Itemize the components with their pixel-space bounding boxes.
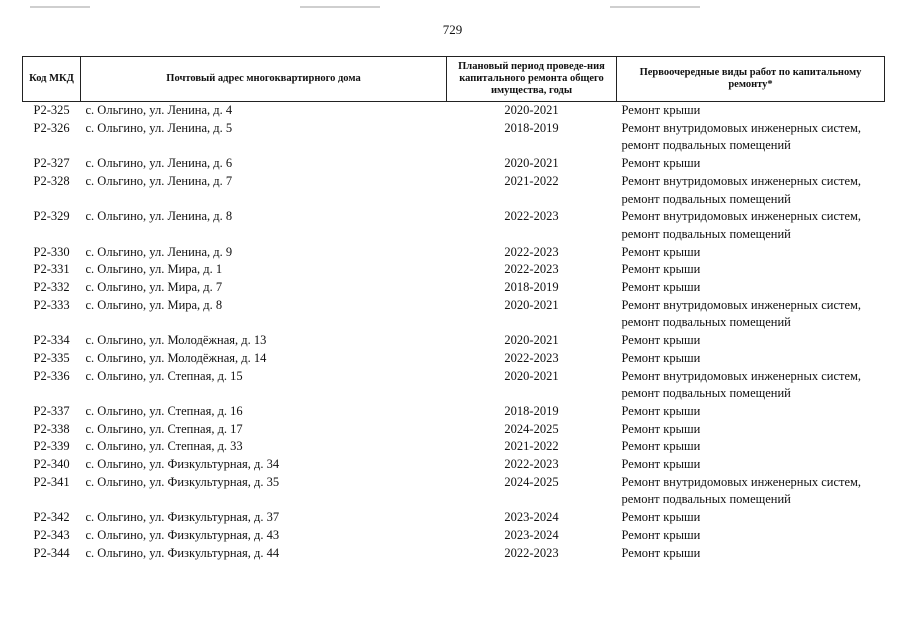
row-works [617, 474, 885, 509]
row-code: Р2-342 [33, 510, 70, 525]
row-period: 2020-2021 [504, 333, 559, 348]
row-works [617, 208, 885, 243]
row-period: 2020-2021 [504, 103, 559, 117]
table-row [23, 297, 885, 332]
work-line: Ремонт крыши [621, 244, 701, 259]
row-address: с. Ольгино, ул. Ленина, д. 4 [85, 103, 233, 117]
row-address: с. Ольгино, ул. Ленина, д. 6 [85, 156, 233, 171]
row-period: 2018-2019 [504, 120, 559, 135]
table-row [23, 102, 885, 120]
work-line: Ремонт крыши [621, 156, 701, 171]
row-period: 2020-2021 [504, 368, 559, 383]
table-row [23, 474, 885, 509]
work-line: Ремонт крыши [621, 439, 701, 454]
row-period: 2020-2021 [504, 156, 559, 171]
work-line: Ремонт крыши [621, 510, 701, 525]
work-line: Ремонт внутридомовых инженерных систем, [621, 297, 862, 312]
housing-repair-table [22, 56, 885, 562]
table-row [23, 332, 885, 350]
table-row [23, 261, 885, 279]
header-works: Первоочередные виды работ по капитальному ремонту* [617, 57, 885, 102]
table-row [23, 244, 885, 262]
row-period: 2023-2024 [504, 510, 559, 525]
table-row [23, 368, 885, 403]
table-row [23, 350, 885, 368]
work-line: ремонт подвальных помещений [621, 138, 791, 153]
row-works [617, 120, 885, 155]
row-address: с. Ольгино, ул. Молодёжная, д. 13 [85, 333, 267, 348]
row-address: с. Ольгино, ул. Степная, д. 17 [85, 421, 243, 436]
table-row [23, 527, 885, 545]
row-period: 2023-2024 [504, 527, 559, 542]
row-period: 2018-2019 [504, 403, 559, 418]
table-row [23, 279, 885, 297]
row-code: Р2-341 [33, 474, 70, 489]
row-works [617, 155, 885, 173]
table-body [23, 102, 885, 563]
row-address: с. Ольгино, ул. Мира, д. 1 [85, 262, 223, 277]
row-address: с. Ольгино, ул. Физкультурная, д. 37 [85, 510, 280, 525]
work-line: Ремонт крыши [621, 103, 701, 117]
row-code: Р2-335 [33, 350, 70, 365]
row-address: с. Ольгино, ул. Степная, д. 33 [85, 439, 243, 454]
row-works [617, 456, 885, 474]
table-row [23, 545, 885, 563]
row-code: Р2-340 [33, 457, 70, 472]
work-line: ремонт подвальных помещений [621, 191, 791, 206]
work-line: ремонт подвальных помещений [621, 386, 791, 401]
work-line: Ремонт крыши [621, 280, 701, 295]
work-line: ремонт подвальных помещений [621, 492, 791, 507]
row-works [617, 261, 885, 279]
table-header-row [23, 57, 885, 102]
work-line: Ремонт внутридомовых инженерных систем, [621, 474, 862, 489]
row-code: Р2-343 [33, 527, 70, 542]
work-line: Ремонт крыши [621, 457, 701, 472]
page-number: 729 [442, 22, 463, 37]
row-code: Р2-334 [33, 333, 70, 348]
row-period: 2024-2025 [504, 474, 559, 489]
table-row [23, 120, 885, 155]
row-address: с. Ольгино, ул. Ленина, д. 8 [85, 209, 233, 224]
scan-artifact [610, 6, 700, 8]
row-works [617, 368, 885, 403]
row-period: 2022-2023 [504, 545, 559, 560]
table-row [23, 208, 885, 243]
row-works [617, 438, 885, 456]
row-period: 2022-2023 [504, 209, 559, 224]
header-period: Плановый период проведе-ния капитального ремонта общего имущества, годы [447, 57, 617, 102]
row-period: 2020-2021 [504, 297, 559, 312]
row-works [617, 279, 885, 297]
row-works [617, 332, 885, 350]
row-code: Р2-331 [33, 262, 70, 277]
row-works [617, 527, 885, 545]
row-code: Р2-332 [33, 280, 70, 295]
row-code: Р2-330 [33, 244, 70, 259]
row-code: Р2-326 [33, 120, 70, 135]
row-period: 2022-2023 [504, 457, 559, 472]
work-line: Ремонт крыши [621, 421, 701, 436]
row-code: Р2-336 [33, 368, 70, 383]
row-address: с. Ольгино, ул. Мира, д. 7 [85, 280, 223, 295]
work-line: Ремонт крыши [621, 333, 701, 348]
work-line: Ремонт крыши [621, 545, 701, 560]
table-row [23, 438, 885, 456]
row-works [617, 509, 885, 527]
row-code: Р2-337 [33, 403, 70, 418]
row-address: с. Ольгино, ул. Физкультурная, д. 34 [85, 457, 280, 472]
table-row [23, 509, 885, 527]
row-period: 2018-2019 [504, 280, 559, 295]
row-address: с. Ольгино, ул. Физкультурная, д. 44 [85, 545, 280, 560]
work-line: Ремонт внутридомовых инженерных систем, [621, 173, 862, 188]
row-works [617, 244, 885, 262]
row-works [617, 297, 885, 332]
row-code: Р2-338 [33, 421, 70, 436]
row-works [617, 545, 885, 563]
row-period: 2021-2022 [504, 439, 559, 454]
row-address: с. Ольгино, ул. Ленина, д. 7 [85, 173, 233, 188]
row-period: 2022-2023 [504, 262, 559, 277]
row-address: с. Ольгино, ул. Молодёжная, д. 14 [85, 350, 267, 365]
row-period: 2022-2023 [504, 350, 559, 365]
row-code: Р2-333 [33, 297, 70, 312]
work-line: Ремонт внутридомовых инженерных систем, [621, 209, 862, 224]
row-code: Р2-327 [33, 156, 70, 171]
work-line: Ремонт крыши [621, 350, 701, 365]
row-address: с. Ольгино, ул. Степная, д. 15 [85, 368, 243, 383]
row-code: Р2-329 [33, 209, 70, 224]
row-code: Р2-344 [33, 545, 70, 560]
row-works [617, 403, 885, 421]
table-row [23, 421, 885, 439]
row-works [617, 350, 885, 368]
row-address: с. Ольгино, ул. Степная, д. 16 [85, 403, 243, 418]
work-line: Ремонт крыши [621, 403, 701, 418]
row-works [617, 173, 885, 208]
work-line: Ремонт крыши [621, 527, 701, 542]
scan-artifact [300, 6, 380, 8]
work-line: Ремонт внутридомовых инженерных систем, [621, 368, 862, 383]
row-code: Р2-328 [33, 173, 70, 188]
table-row [23, 456, 885, 474]
row-works [617, 102, 885, 120]
work-line: Ремонт крыши [621, 262, 701, 277]
table-row [23, 403, 885, 421]
scan-artifact [30, 6, 90, 8]
work-line: ремонт подвальных помещений [621, 226, 791, 241]
row-period: 2021-2022 [504, 173, 559, 188]
header-code: Код МКД [23, 57, 81, 102]
row-code: Р2-325 [33, 103, 70, 117]
row-address: с. Ольгино, ул. Мира, д. 8 [85, 297, 223, 312]
row-period: 2022-2023 [504, 244, 559, 259]
row-address: с. Ольгино, ул. Физкультурная, д. 35 [85, 474, 280, 489]
table-row [23, 173, 885, 208]
header-address: Почтовый адрес многоквартирного дома [81, 57, 447, 102]
row-period: 2024-2025 [504, 421, 559, 436]
row-address: с. Ольгино, ул. Ленина, д. 5 [85, 120, 233, 135]
row-address: с. Ольгино, ул. Ленина, д. 9 [85, 244, 233, 259]
work-line: ремонт подвальных помещений [621, 315, 791, 330]
row-code: Р2-339 [33, 439, 70, 454]
table-row [23, 155, 885, 173]
row-works [617, 421, 885, 439]
row-address: с. Ольгино, ул. Физкультурная, д. 43 [85, 527, 280, 542]
work-line: Ремонт внутридомовых инженерных систем, [621, 120, 862, 135]
